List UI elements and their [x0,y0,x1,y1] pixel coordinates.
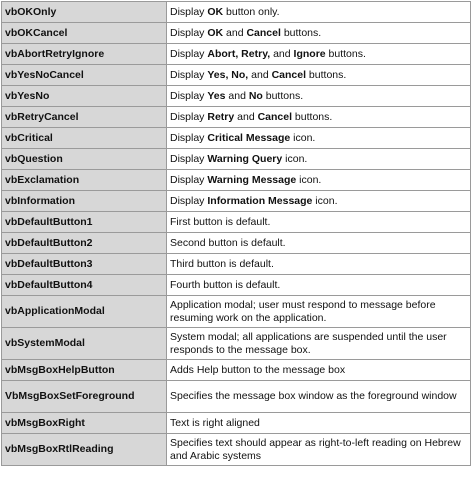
description-text: Text is right aligned [170,416,260,429]
msgbox-constants-table [1,1,471,466]
description-emphasis: Retry [207,110,235,123]
table-row [2,381,471,413]
description-text: Fourth button is default. [170,278,281,291]
table-row [2,191,471,212]
constant-cell: vbQuestion [2,149,167,170]
description-cell [167,254,471,275]
constant-cell: vbOKOnly [2,2,167,23]
description-text: Adds Help button to the message box [170,363,346,376]
constant-cell: vbExclamation [2,170,167,191]
description-cell [167,413,471,434]
table-row [2,360,471,381]
table-row [2,86,471,107]
constant-cell: vbDefaultButton3 [2,254,167,275]
table-row [2,434,471,466]
description-cell [167,2,471,23]
table-row [2,233,471,254]
description-text: buttons. [280,26,322,39]
description-emphasis: Abort, Retry, [207,47,271,60]
table-row [2,254,471,275]
description-text: Display [170,47,208,60]
table-row [2,44,471,65]
description-text: Display [170,194,208,207]
description-cell [167,434,471,466]
constant-cell: vbMsgBoxRtlReading [2,434,167,466]
description-text: Third button is default. [170,257,274,270]
table-row [2,275,471,296]
description-emphasis: Yes, No, [207,68,249,81]
description-cell [167,128,471,149]
constant-cell: vbAbortRetryIgnore [2,44,167,65]
description-emphasis: Cancel [271,68,307,81]
description-text: System modal; all applications are suspended until the user responds to the message box. [170,330,447,356]
constant-cell: vbInformation [2,191,167,212]
constant-cell: vbDefaultButton2 [2,233,167,254]
description-text: Display [170,5,208,18]
description-text: buttons. [306,68,347,81]
description-cell [167,44,471,65]
description-emphasis: Yes [207,89,226,102]
description-emphasis: No [248,89,263,102]
description-text: Display [170,110,208,123]
description-emphasis: Cancel [246,26,281,39]
description-emphasis: Ignore [293,47,326,60]
description-emphasis: Information Message [207,194,313,207]
constant-cell: vbCritical [2,128,167,149]
description-emphasis: OK [207,5,224,18]
constant-cell: vbMsgBoxRight [2,413,167,434]
table-row [2,107,471,128]
description-text: and [225,89,249,102]
description-text: icon. [290,131,316,144]
description-text: Display [170,26,208,39]
description-cell [167,170,471,191]
table-row [2,149,471,170]
description-text: icon. [296,173,322,186]
description-text: buttons. [262,89,304,102]
description-cell [167,360,471,381]
description-text: Display [170,131,208,144]
description-cell [167,149,471,170]
table-row [2,65,471,86]
description-text: buttons. [292,110,333,123]
description-text: icon. [312,194,338,207]
description-text: Display [170,152,208,165]
table-row [2,212,471,233]
constant-cell: VbMsgBoxSetForeground [2,381,167,413]
table-row [2,328,471,360]
description-cell [167,233,471,254]
table-body [2,2,471,466]
description-cell [167,65,471,86]
constant-cell: vbSystemModal [2,328,167,360]
description-text: and [270,47,294,60]
description-cell [167,328,471,360]
description-text: buttons. [325,47,366,60]
constant-cell: vbApplicationModal [2,296,167,328]
description-text: Specifies text should appear as right-to-left reading on Hebrew and Arabic systems [170,436,461,462]
constant-cell: vbMsgBoxHelpButton [2,360,167,381]
table-row [2,413,471,434]
description-text: Specifies the message box window as the foreground window [170,390,457,402]
description-text: and [223,26,247,39]
description-emphasis: Cancel [257,110,293,123]
description-text: and [248,68,272,81]
description-text: and [234,110,258,123]
description-cell [167,212,471,233]
description-emphasis: Critical Message [207,131,291,144]
description-cell [167,381,471,413]
table-row [2,23,471,44]
description-text: Display [170,89,208,102]
description-emphasis: Warning Message [207,173,297,186]
description-text: Application modal; user must respond to message before resuming work on the application. [170,298,436,324]
constant-cell: vbYesNo [2,86,167,107]
constant-cell: vbOKCancel [2,23,167,44]
description-cell [167,191,471,212]
description-text: First button is default. [170,215,271,228]
table-row [2,170,471,191]
description-text: Display [170,173,208,186]
description-cell [167,275,471,296]
constant-cell: vbYesNoCancel [2,65,167,86]
table-row [2,296,471,328]
description-text: button only. [223,5,280,18]
description-text: icon. [282,152,308,165]
description-emphasis: OK [207,26,224,39]
table-row [2,128,471,149]
description-cell [167,296,471,328]
description-emphasis: Warning Query [207,152,283,165]
table-row [2,2,471,23]
constant-cell: vbDefaultButton1 [2,212,167,233]
description-text: Display [170,68,208,81]
constant-cell: vbRetryCancel [2,107,167,128]
description-text: Second button is default. [170,236,286,249]
description-cell [167,86,471,107]
description-cell [167,23,471,44]
description-cell [167,107,471,128]
constant-cell: vbDefaultButton4 [2,275,167,296]
